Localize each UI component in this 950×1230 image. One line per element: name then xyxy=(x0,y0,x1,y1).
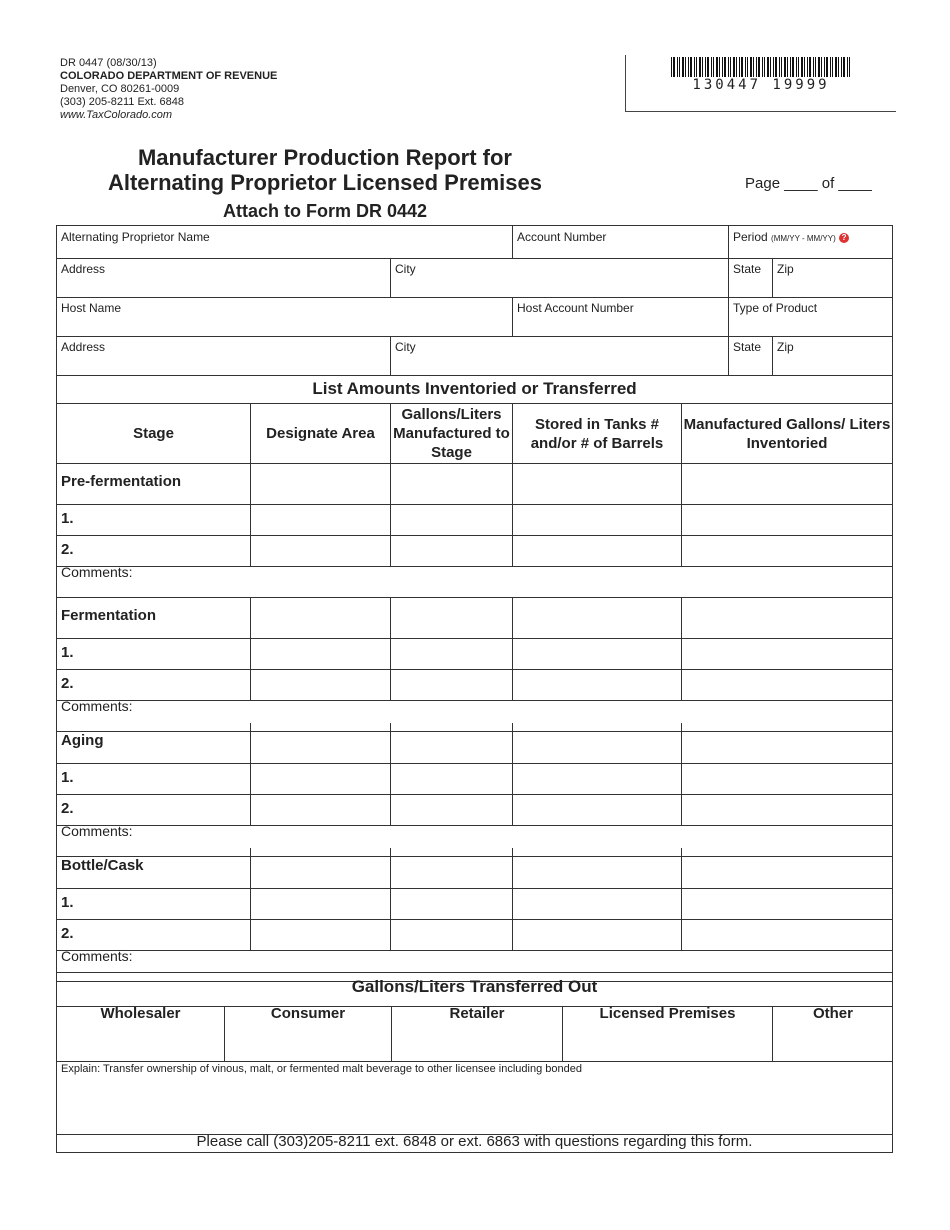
table-cell-input[interactable] xyxy=(391,670,512,700)
host-account-number-field[interactable] xyxy=(513,297,728,336)
table-cell-input[interactable] xyxy=(513,764,681,794)
table-cell-input[interactable] xyxy=(513,889,681,919)
barcode-bar xyxy=(713,57,714,77)
barcode-bar xyxy=(736,57,737,77)
period-format: (MM/YY - MM/YY) xyxy=(771,234,836,243)
table-cell-input[interactable] xyxy=(251,920,390,950)
divider xyxy=(512,297,513,336)
barcode-bar xyxy=(796,57,797,77)
barcode-bar xyxy=(671,57,672,77)
table-cell-input[interactable] xyxy=(391,849,512,888)
row-number-1: 1. xyxy=(61,510,74,527)
table-cell-input[interactable] xyxy=(682,505,893,535)
table-cell-input[interactable] xyxy=(391,795,512,825)
barcode-bar xyxy=(690,57,692,77)
barcode xyxy=(671,57,853,77)
period-label: Period xyxy=(733,230,768,244)
divider xyxy=(772,336,773,375)
barcode-bar xyxy=(815,57,816,77)
col-header-gallons-inventoried: Manufactured Gallons/ Liters Inventoried xyxy=(683,415,891,452)
barcode-bar xyxy=(798,57,799,77)
barcode-bar xyxy=(733,57,735,77)
transfer-col-other: Other xyxy=(812,1005,853,1022)
barcode-bar xyxy=(767,57,769,77)
divider xyxy=(772,258,773,297)
table-cell-input[interactable] xyxy=(391,920,512,950)
divider xyxy=(56,825,893,826)
row-number-2: 2. xyxy=(61,675,74,692)
transfer-col-consumer: Consumer xyxy=(270,1005,346,1022)
table-cell-input[interactable] xyxy=(513,724,681,763)
divider xyxy=(56,597,893,598)
barcode-bar xyxy=(790,57,791,77)
barcode-bar xyxy=(801,57,803,77)
footer-note: Please call (303)205-8211 ext. 6848 or ext. 6863 with questions regarding this form. xyxy=(196,1133,753,1150)
table-cell-input[interactable] xyxy=(391,764,512,794)
table-cell-input[interactable] xyxy=(391,639,512,669)
account-number-label: Account Number xyxy=(517,230,607,244)
agency-address: Denver, CO 80261-0009 xyxy=(60,83,180,95)
divider xyxy=(56,950,893,951)
barcode-bar xyxy=(835,57,837,77)
table-cell-input[interactable] xyxy=(682,889,893,919)
col-header-stored-in-tanks: Stored in Tanks # and/or # of Barrels xyxy=(530,415,664,452)
barcode-bar xyxy=(770,57,771,77)
barcode-bar xyxy=(753,57,754,77)
title-line-1: Manufacturer Production Report for xyxy=(137,145,512,170)
barcode-bar xyxy=(843,57,845,77)
divider xyxy=(512,225,513,258)
barcode-bar xyxy=(813,57,814,77)
zip-label-1: Zip xyxy=(777,262,794,276)
barcode-bar xyxy=(809,57,811,77)
barcode-bar xyxy=(847,57,848,77)
table-cell-input[interactable] xyxy=(391,536,512,566)
row-number-1: 1. xyxy=(61,644,74,661)
barcode-bar xyxy=(745,57,746,77)
host-name-field[interactable] xyxy=(57,297,512,336)
state-field-2[interactable] xyxy=(729,336,772,375)
barcode-bar xyxy=(824,57,825,77)
table-cell-input[interactable] xyxy=(251,639,390,669)
transfer-heading: Gallons/Liters Transferred Out xyxy=(351,977,598,996)
stage-label-bottle-cask: Bottle/Cask xyxy=(61,857,144,874)
address-label-2: Address xyxy=(61,340,106,354)
divider xyxy=(56,700,893,701)
table-cell-input[interactable] xyxy=(391,505,512,535)
table-cell-input[interactable] xyxy=(682,599,893,638)
divider xyxy=(391,1006,392,1061)
table-cell-input[interactable] xyxy=(513,849,681,888)
table-cell-input[interactable] xyxy=(391,599,512,638)
table-cell-input[interactable] xyxy=(513,670,681,700)
table-cell-input[interactable] xyxy=(251,465,390,504)
divider xyxy=(224,1006,225,1061)
table-cell-input[interactable] xyxy=(251,889,390,919)
barcode-bar xyxy=(775,57,777,77)
transfer-col-wholesaler: Wholesaler xyxy=(100,1005,181,1022)
table-cell-input[interactable] xyxy=(682,465,893,504)
barcode-bar xyxy=(705,57,706,77)
barcode-bar xyxy=(792,57,794,77)
barcode-bar xyxy=(741,57,743,77)
table-cell-input[interactable] xyxy=(513,795,681,825)
table-cell-input[interactable] xyxy=(682,764,893,794)
barcode-bar xyxy=(750,57,752,77)
type-of-product-field[interactable] xyxy=(729,297,893,336)
barcode-bar xyxy=(830,57,831,77)
ap-name-label: Alternating Proprietor Name xyxy=(61,230,210,244)
divider xyxy=(772,1006,773,1061)
barcode-bar xyxy=(818,57,820,77)
barcode-bar xyxy=(784,57,786,77)
agency-phone: (303) 205-8211 Ext. 6848 xyxy=(60,96,184,108)
table-cell-input[interactable] xyxy=(251,764,390,794)
barcode-bar xyxy=(849,57,850,77)
barcode-bar xyxy=(758,57,760,77)
divider xyxy=(56,463,893,464)
table-cell-input[interactable] xyxy=(682,849,893,888)
state-label-1: State xyxy=(733,262,762,276)
barcode-bar xyxy=(804,57,805,77)
barcode-bar xyxy=(707,57,709,77)
barcode-bar xyxy=(730,57,731,77)
barcode-bar xyxy=(694,57,695,77)
attach-note: Attach to Form DR 0442 xyxy=(222,201,428,221)
agency-website: www.TaxColorado.com xyxy=(60,109,173,121)
barcode-bar xyxy=(781,57,782,77)
barcode-bar xyxy=(838,57,839,77)
table-cell-input[interactable] xyxy=(513,639,681,669)
explain-label: Explain: Transfer ownership of vinous, malt, or fermented malt beverage to other licensee including bonded xyxy=(61,1063,582,1075)
comments-field[interactable]: Comments: xyxy=(61,948,133,964)
stage-label-aging: Aging xyxy=(61,732,104,749)
city-label-2: City xyxy=(395,340,416,354)
barcode-bar xyxy=(673,57,675,77)
state-label-2: State xyxy=(733,340,762,354)
row-number-2: 2. xyxy=(61,541,74,558)
row-number-2: 2. xyxy=(61,800,74,817)
form-title xyxy=(60,145,590,195)
city-field-2[interactable] xyxy=(391,336,728,375)
table-cell-input[interactable] xyxy=(251,724,390,763)
table-cell-input[interactable] xyxy=(682,536,893,566)
comments-field[interactable]: Comments: xyxy=(61,698,133,714)
barcode-bar xyxy=(699,57,701,77)
divider xyxy=(390,258,391,297)
barcode-bar xyxy=(756,57,757,77)
barcode-bar xyxy=(722,57,723,77)
comments-field[interactable]: Comments: xyxy=(61,823,133,839)
col-header-stage: Stage xyxy=(133,425,174,442)
barcode-bar xyxy=(764,57,765,77)
ap-name-field[interactable] xyxy=(57,226,512,258)
table-cell-input[interactable] xyxy=(513,505,681,535)
barcode-bar xyxy=(682,57,684,77)
barcode-bar xyxy=(807,57,808,77)
stage-label-pre-fermentation: Pre-fermentation xyxy=(61,473,182,490)
table-cell-input[interactable] xyxy=(391,724,512,763)
type-of-product-label: Type of Product xyxy=(733,301,818,315)
transfer-col-retailer: Retailer xyxy=(449,1005,505,1022)
barcode-bar xyxy=(688,57,689,77)
col-header-designate-area: Designate Area xyxy=(266,425,375,442)
barcode-bar xyxy=(821,57,822,77)
table-cell-input[interactable] xyxy=(682,795,893,825)
divider xyxy=(390,297,893,298)
address-field-2[interactable] xyxy=(57,336,390,375)
barcode-box xyxy=(625,55,896,112)
barcode-bar xyxy=(728,57,729,77)
barcode-bar xyxy=(679,57,680,77)
form-id: DR 0447 (08/30/13) xyxy=(60,57,157,69)
divider xyxy=(56,972,893,973)
table-cell-input[interactable] xyxy=(513,465,681,504)
table-cell-input[interactable] xyxy=(251,536,390,566)
table-cell-input[interactable] xyxy=(251,795,390,825)
barcode-bar xyxy=(832,57,833,77)
barcode-bar xyxy=(779,57,780,77)
state-field-1[interactable] xyxy=(729,258,772,297)
table-cell-input[interactable] xyxy=(682,670,893,700)
divider xyxy=(390,336,391,375)
barcode-bar xyxy=(724,57,726,77)
row-number-1: 1. xyxy=(61,769,74,786)
address-field-1[interactable] xyxy=(57,258,390,297)
table-cell-input[interactable] xyxy=(682,639,893,669)
period-field[interactable] xyxy=(729,226,893,258)
divider xyxy=(728,225,729,375)
explain-field[interactable] xyxy=(57,1062,893,1134)
barcode-bar xyxy=(739,57,740,77)
table-cell-input[interactable] xyxy=(251,599,390,638)
barcode-bar xyxy=(719,57,720,77)
table-cell-input[interactable] xyxy=(513,536,681,566)
transfer-col-licensed-premises: Licensed Premises xyxy=(599,1005,736,1022)
inventory-heading: List Amounts Inventoried or Transferred xyxy=(312,379,637,398)
zip-label-2: Zip xyxy=(777,340,794,354)
divider xyxy=(56,566,893,567)
zip-field-1[interactable] xyxy=(773,258,893,297)
table-cell-input[interactable] xyxy=(251,849,390,888)
help-icon[interactable]: ? xyxy=(839,233,849,243)
table-cell-input[interactable] xyxy=(513,920,681,950)
account-number-field[interactable] xyxy=(513,226,728,258)
title-line-2: Alternating Proprietor Licensed Premises xyxy=(107,170,543,195)
page-number-field[interactable]: Page ____ of ____ xyxy=(745,175,872,192)
barcode-bar xyxy=(696,57,697,77)
host-account-number-label: Host Account Number xyxy=(517,301,634,315)
host-name-label: Host Name xyxy=(61,301,122,315)
barcode-bar xyxy=(841,57,842,77)
barcode-bar xyxy=(747,57,748,77)
address-label-1: Address xyxy=(61,262,106,276)
barcode-bar xyxy=(677,57,678,77)
comments-field[interactable]: Comments: xyxy=(61,564,133,580)
barcode-number: 130447 19999 xyxy=(692,77,830,93)
table-cell-input[interactable] xyxy=(251,670,390,700)
barcode-bar xyxy=(711,57,712,77)
zip-field-2[interactable] xyxy=(773,336,893,375)
barcode-bar xyxy=(826,57,828,77)
divider xyxy=(56,336,893,337)
table-cell-input[interactable] xyxy=(682,920,893,950)
table-cell-input[interactable] xyxy=(251,505,390,535)
divider xyxy=(56,297,391,298)
agency-header xyxy=(60,57,277,122)
barcode-bar xyxy=(716,57,718,77)
barcode-bar xyxy=(787,57,788,77)
row-number-2: 2. xyxy=(61,925,74,942)
divider xyxy=(562,1006,563,1061)
divider xyxy=(56,258,893,259)
agency-name: COLORADO DEPARTMENT OF REVENUE xyxy=(60,70,278,82)
table-cell-input[interactable] xyxy=(682,724,893,763)
col-header-gallons-manufactured: Gallons/Liters Manufactured to Stage xyxy=(393,406,510,461)
table-cell-input[interactable] xyxy=(391,889,512,919)
barcode-bar xyxy=(702,57,703,77)
divider xyxy=(56,375,893,376)
barcode-bar xyxy=(773,57,774,77)
barcode-bar xyxy=(685,57,686,77)
city-field-1[interactable] xyxy=(391,258,728,297)
barcode-bar xyxy=(762,57,763,77)
row-number-1: 1. xyxy=(61,894,74,911)
stage-label-fermentation: Fermentation xyxy=(61,607,157,624)
table-cell-input[interactable] xyxy=(513,599,681,638)
table-cell-input[interactable] xyxy=(391,465,512,504)
city-label-1: City xyxy=(395,262,416,276)
